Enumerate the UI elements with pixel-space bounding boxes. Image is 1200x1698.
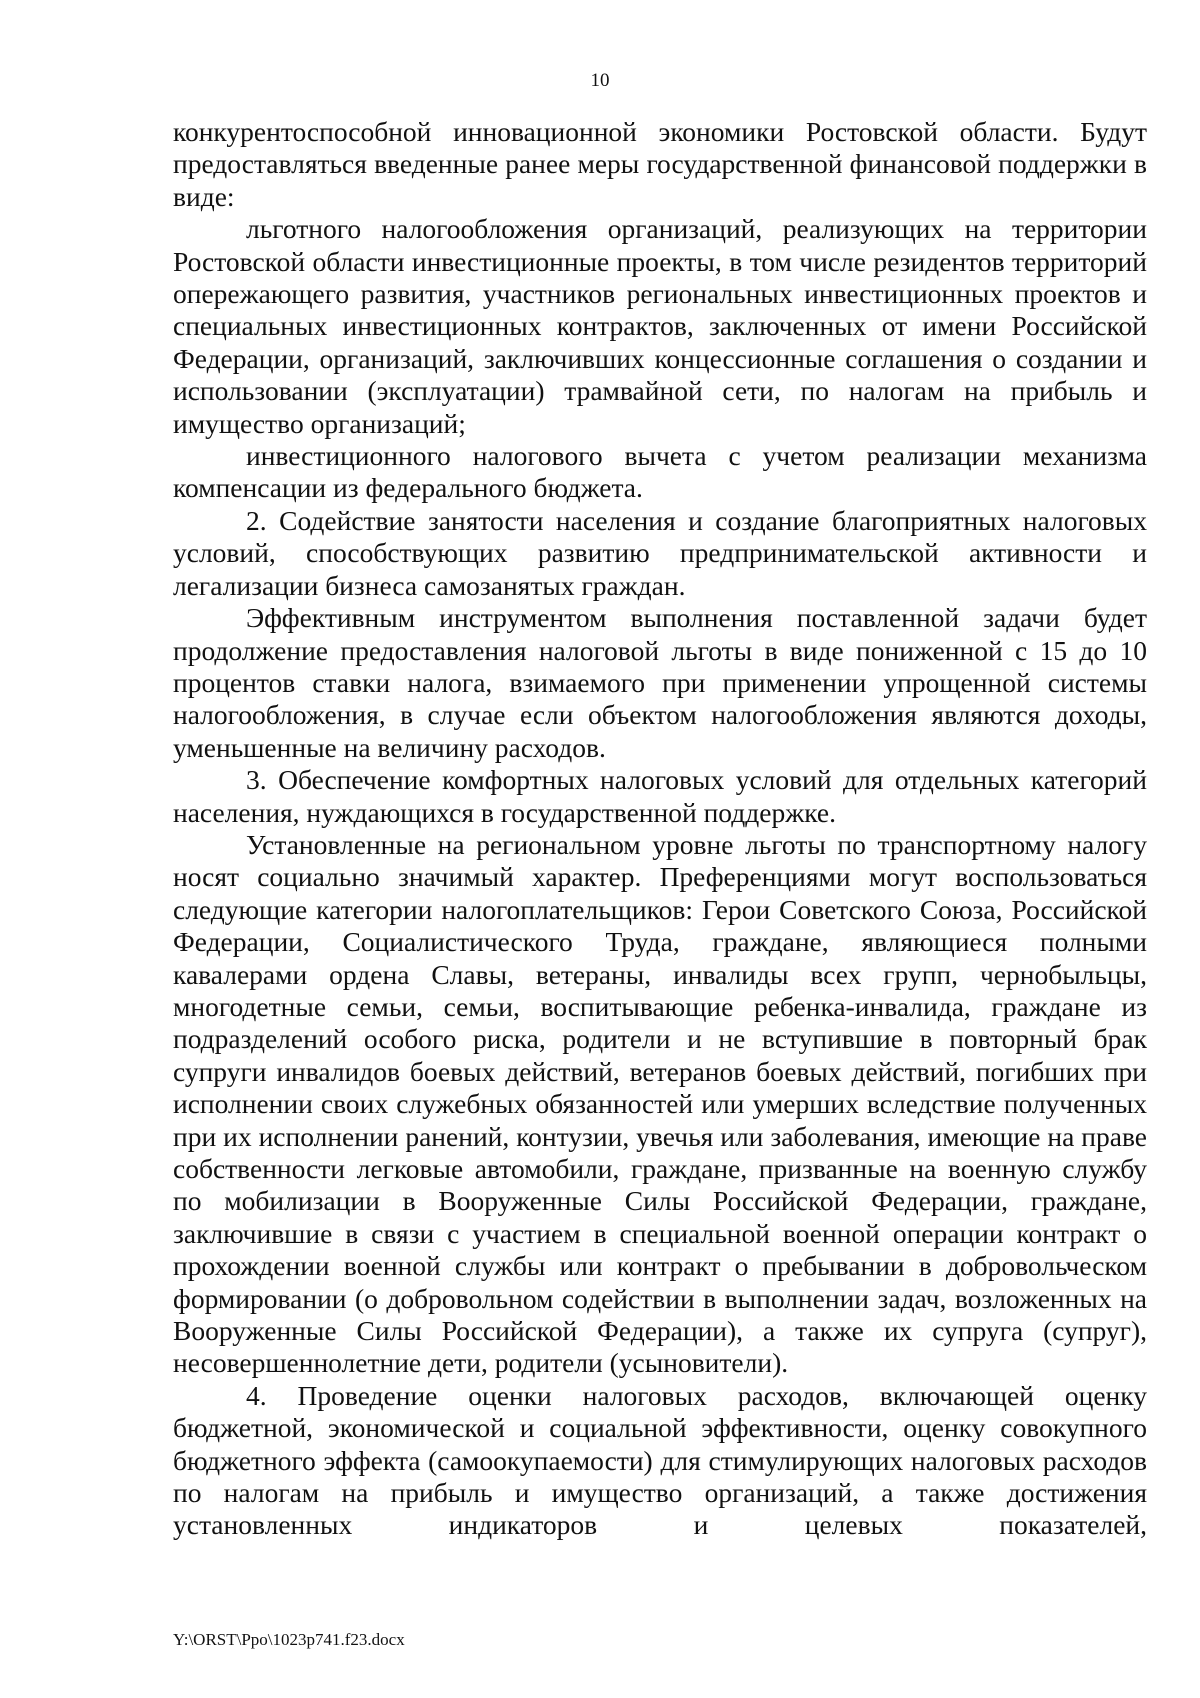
document-body: [173, 116, 1147, 1542]
paragraph-5: Эффективным инструментом выполнения поставленной задачи будет продолжение предоставления налоговой льготы в виде пониженной с 15 до 10 процентов ставки налога, взимаемого при применении упрощенной системы налогообложения, в случае если объектом налогообложения являются доходы, уменьшенные на величину расходов.: [173, 602, 1147, 763]
file-path-footer: Y:\ORST\Ppo\1023p741.f23.docx: [173, 1630, 405, 1649]
paragraph-4: 2. Содействие занятости населения и создание благоприятных налоговых условий, способствующих развитию предпринимательской активности и легализации бизнеса самозанятых граждан.: [173, 504, 1147, 601]
paragraph-8: 4. Проведение оценки налоговых расходов, включающей оценку бюджетной, экономической и социальной эффективности, оценку совокупного бюджетного эффекта (самоокупаемости) для стимулирующих налоговых расходов по налогам на прибыль и имущество организаций, а также достижения установленных индикаторов и целевых показателей,: [173, 1379, 1147, 1541]
paragraph-3: инвестиционного налогового вычета с учетом реализации механизма компенсации из федерального бюджета.: [173, 440, 1147, 504]
paragraph-1: конкурентоспособной инновационной экономики Ростовской области. Будут предоставляться введенные ранее меры государственной финансовой поддержки в виде:: [173, 116, 1147, 212]
page-number: 10: [590, 70, 610, 91]
paragraph-2: льготного налогообложения организаций, реализующих на территории Ростовской области инвестиционные проекты, в том числе резидентов территорий опережающего развития, участников региональных инвестиционных проектов и специальных инвестиционных контрактов, заключенных от имени Российской Федерации, организаций, заключивших концессионные соглашения о создании и использовании (эксплуатации) трамвайной сети, по налогам на прибыль и имущество организаций;: [173, 213, 1147, 439]
paragraph-7: Установленные на региональном уровне льготы по транспортному налогу носят социально значимый характер. Преференциями могут воспользоваться следующие категории налогоплательщиков: Герои Советского Союза, Российской Федерации, Социалистического Труда, граждане, являющиеся полными кавалерами ордена Славы, ветераны, инвалиды всех групп, чернобыльцы, многодетные семьи, семьи, воспитывающие ребенка-инвалида, граждане из подразделений особого риска, родители и не вступившие в повторный брак супруги инвалидов боевых действий, ветеранов боевых действий, погибших при исполнении своих служебных обязанностей или умерших вследствие полученных при их исполнении ранений, контузии, увечья или заболевания, имеющие на праве собственности легковые автомобили, граждане, призванные на военную службу по мобилизации в Вооруженные Силы Российской Федерации, граждане, заключившие в связи с участием в специальной военной операции контракт о прохождении военной службы или контракт о пребывании в добровольческом формировании (о добровольном содействии в выполнении задач, возложенных на Вооруженные Силы Российской Федерации), а также их супруга (супруг), несовершеннолетние дети, родители (усыновители).: [173, 828, 1147, 1379]
paragraph-6: 3. Обеспечение комфортных налоговых условий для отдельных категорий населения, нуждающихся в государственной поддержке.: [173, 764, 1147, 828]
